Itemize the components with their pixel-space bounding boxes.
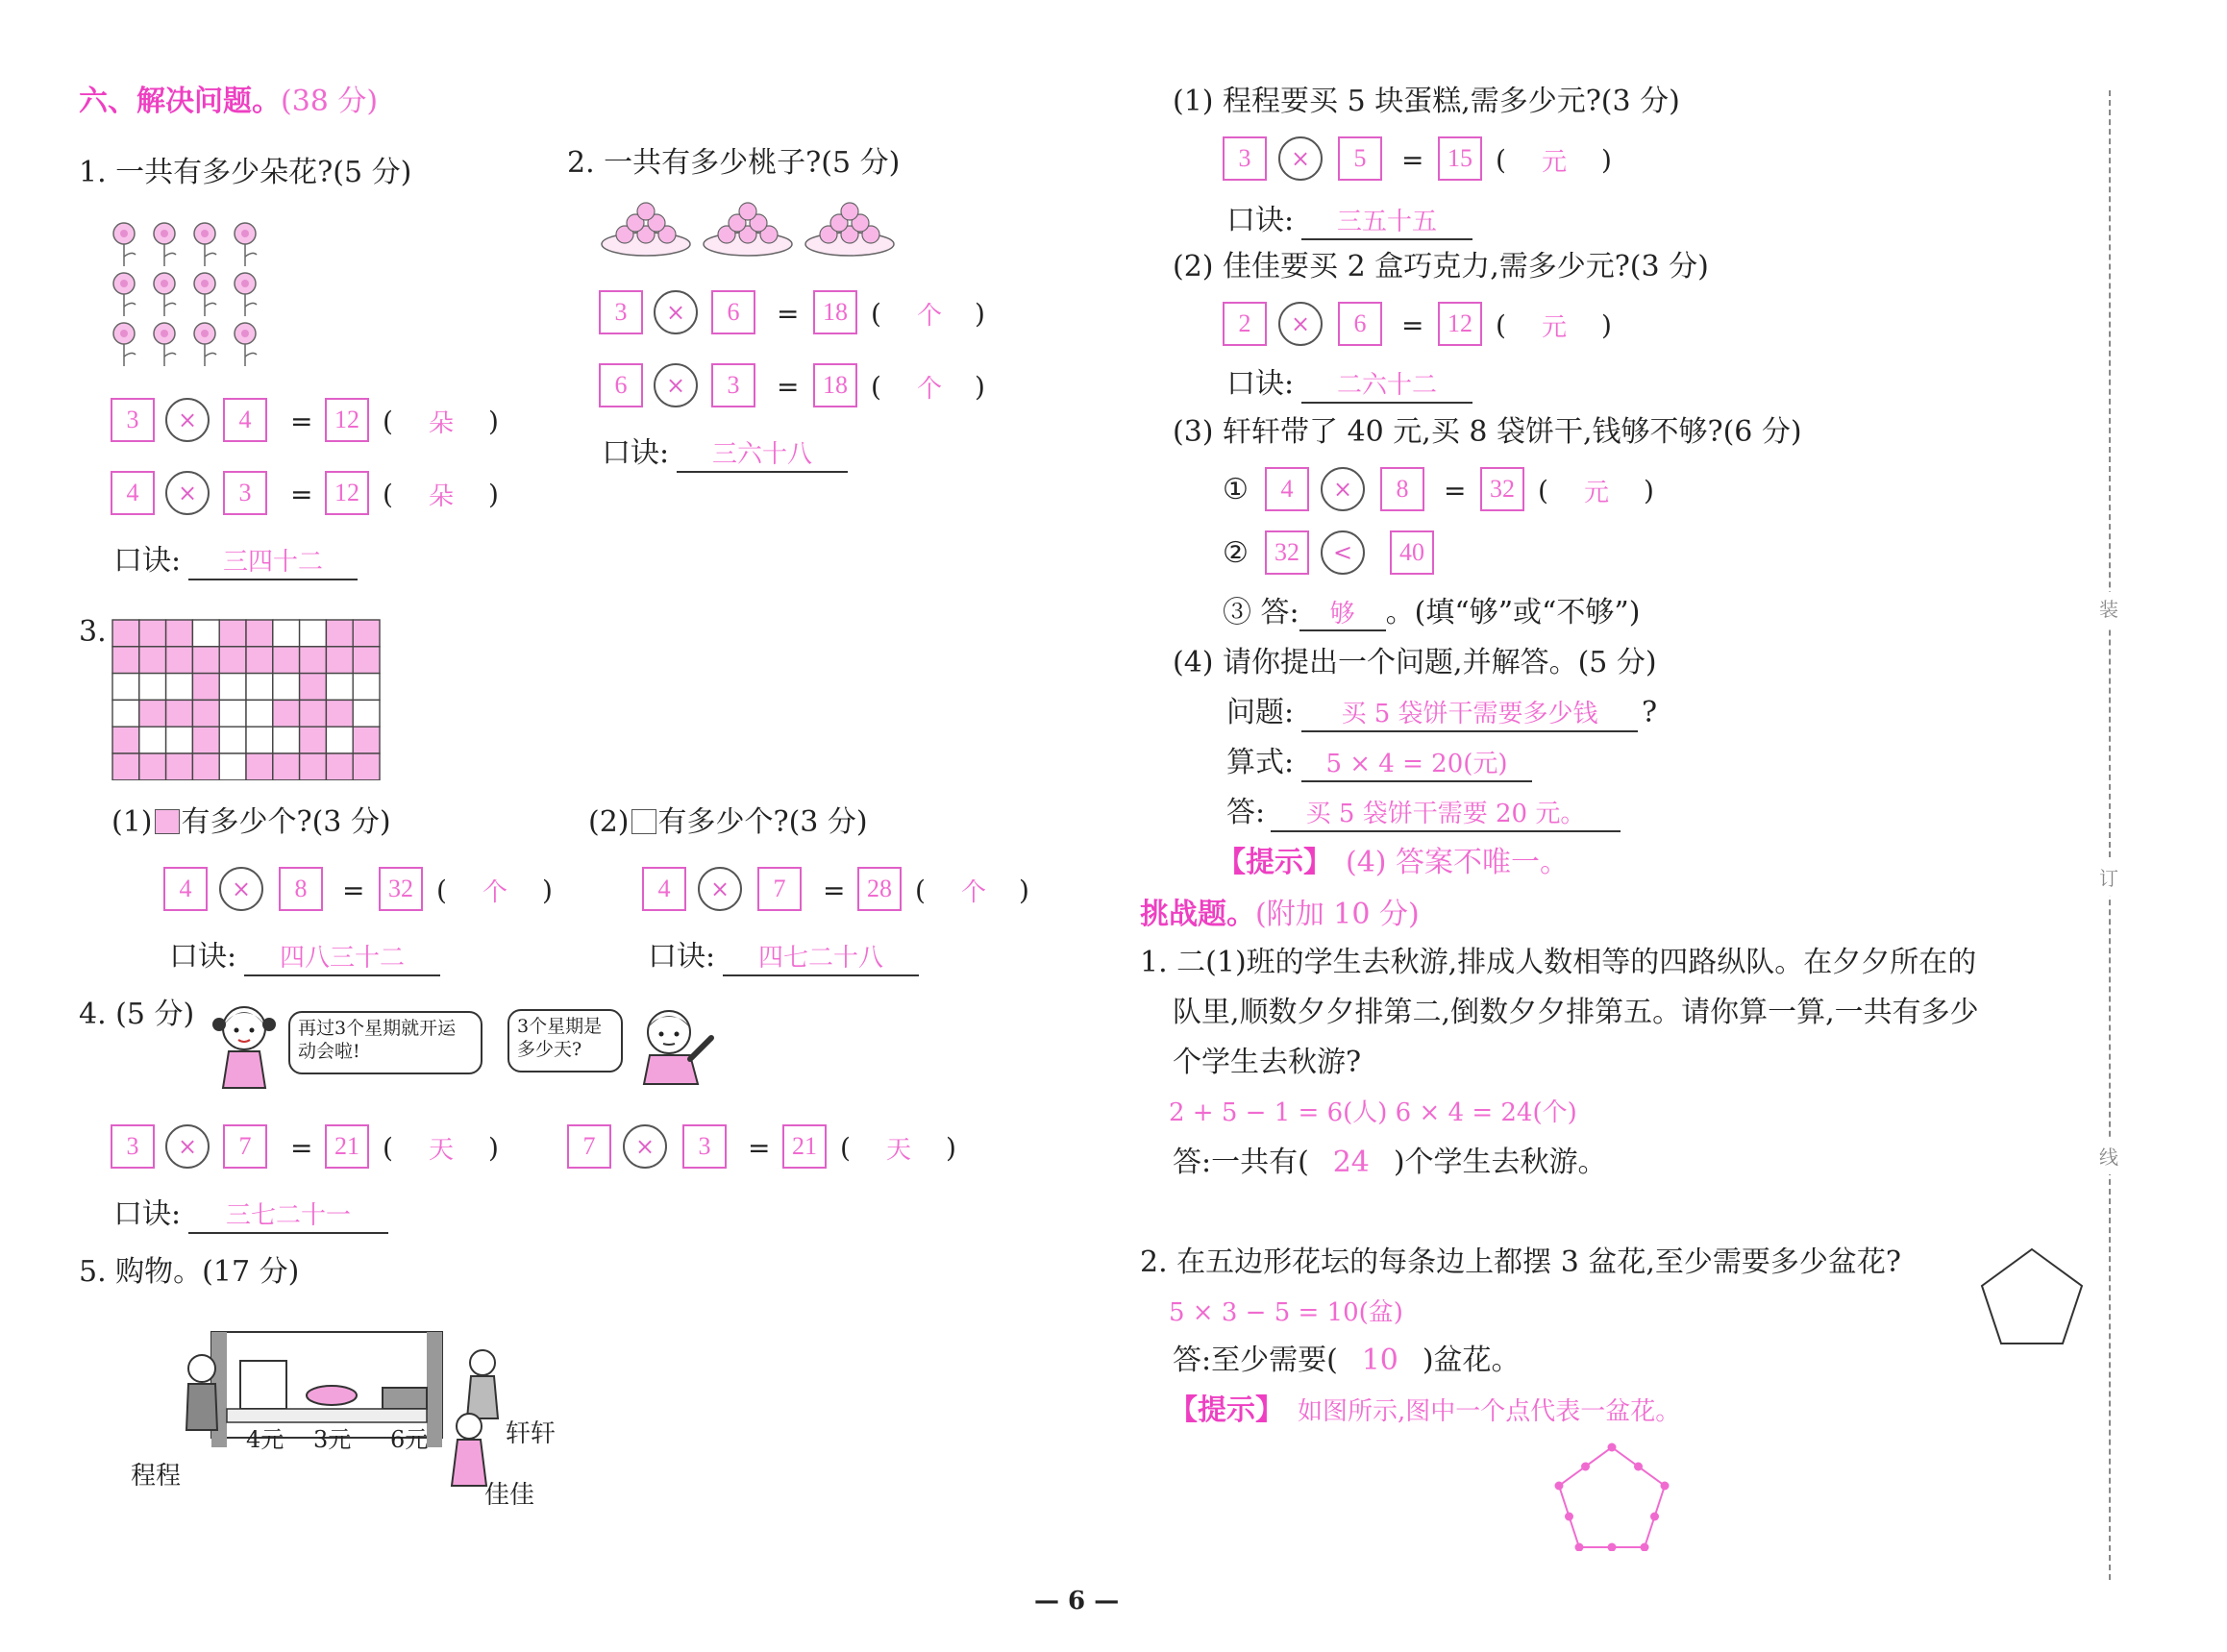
price-tag: 4元 bbox=[246, 1426, 285, 1453]
flower-dot bbox=[1565, 1513, 1573, 1521]
flower-icon bbox=[154, 323, 176, 366]
boy-illustration bbox=[631, 999, 721, 1086]
pink-grid-cell bbox=[300, 674, 327, 701]
pink-grid-cell bbox=[326, 620, 353, 647]
pink-grid-cell bbox=[273, 700, 300, 727]
formula-label: 算式: bbox=[1226, 746, 1295, 779]
flower-icon bbox=[235, 223, 257, 266]
white-grid-cell bbox=[326, 727, 353, 753]
pink-grid-cell bbox=[300, 753, 327, 780]
c2-line1: 2. 在五边形花坛的每条边上都摆 3 盆花,至少需要多少盆花? bbox=[1140, 1245, 1901, 1279]
unit-answer[interactable]: 个 bbox=[917, 302, 943, 331]
unit-answer[interactable]: 个 bbox=[917, 375, 943, 404]
pink-grid-cell bbox=[353, 620, 380, 647]
result-box[interactable]: 12 bbox=[1438, 302, 1482, 346]
c1-line2: 队里,顺数夕夕排第二,倒数夕夕排第五。请你算一算,一共有多少 bbox=[1173, 996, 1979, 1029]
koujue-answer[interactable]: 三四十二 bbox=[188, 546, 358, 580]
white-grid-cell bbox=[166, 674, 193, 701]
enough-answer[interactable]: 够 bbox=[1299, 599, 1386, 631]
factor-box[interactable]: 3 bbox=[111, 398, 155, 442]
koujue-label: 口诀: bbox=[113, 1197, 182, 1231]
result-box[interactable]: 15 bbox=[1438, 136, 1482, 181]
operator-circle[interactable]: × bbox=[698, 867, 742, 911]
pentagon-outline bbox=[1978, 1245, 2086, 1347]
flower-icon bbox=[113, 223, 136, 266]
binding-char: 装 bbox=[2099, 592, 2118, 627]
white-grid-cell bbox=[166, 727, 193, 753]
white-grid-cell bbox=[219, 674, 246, 701]
pink-grid-cell bbox=[166, 620, 193, 647]
koujue-answer[interactable]: 四八三十二 bbox=[244, 942, 440, 976]
result-box[interactable]: 18 bbox=[813, 363, 857, 407]
koujue-answer[interactable]: 三七二十一 bbox=[188, 1199, 388, 1234]
flower-dot bbox=[1608, 1443, 1617, 1452]
flower-icon bbox=[235, 273, 257, 316]
pink-grid-cell bbox=[246, 647, 273, 674]
result-box[interactable]: 32 bbox=[1480, 467, 1524, 511]
white-grid-cell bbox=[219, 753, 246, 780]
c2-answer: 答:至少需要( 10 )盆花。 bbox=[1173, 1344, 1521, 1377]
factor-box[interactable]: 5 bbox=[1338, 136, 1382, 181]
white-grid-cell bbox=[353, 700, 380, 727]
pink-grid-cell bbox=[326, 700, 353, 727]
formula-answer[interactable]: 5 × 4 = 20(元) bbox=[1301, 748, 1532, 782]
q3-sub1-prompt: (1) 有多少个?(3 分) bbox=[111, 805, 391, 839]
factor-box[interactable]: 4 bbox=[1265, 467, 1309, 511]
paren-close: ) bbox=[488, 406, 499, 437]
pentagon-dots-diagram bbox=[1551, 1442, 1672, 1551]
koujue-answer[interactable]: 三六十八 bbox=[677, 438, 848, 473]
white-grid-cell bbox=[112, 674, 139, 701]
white-grid-cell bbox=[273, 727, 300, 753]
paren-open: ( bbox=[436, 875, 447, 906]
equals-sign: = bbox=[1444, 475, 1467, 506]
flower-icon bbox=[194, 223, 216, 266]
flower-icon bbox=[194, 273, 216, 316]
koujue-label: 口诀: bbox=[113, 544, 182, 578]
paren-open: ( bbox=[840, 1132, 851, 1164]
pink-grid-cell bbox=[112, 753, 139, 780]
answer-label: 答: bbox=[1226, 796, 1266, 829]
flower-icon bbox=[235, 323, 257, 366]
challenge-title: 挑战题。(附加 10 分) bbox=[1140, 898, 1420, 931]
factor-box[interactable]: 3 bbox=[599, 290, 643, 334]
pink-grid-cell bbox=[139, 647, 166, 674]
pink-grid-cell bbox=[353, 647, 380, 674]
c1-line3: 个学生去秋游? bbox=[1173, 1046, 1362, 1079]
factor-box[interactable]: 3 bbox=[711, 363, 755, 407]
pink-grid-cell bbox=[112, 647, 139, 674]
operator-circle[interactable]: × bbox=[654, 290, 698, 334]
factor-box[interactable]: 3 bbox=[682, 1124, 727, 1169]
question-label: 问题: bbox=[1226, 696, 1295, 729]
pink-grid-cell bbox=[192, 727, 219, 753]
equals-sign: = bbox=[1401, 144, 1424, 176]
section-title: 六、解决问题。(38 分) bbox=[79, 85, 379, 118]
result-box[interactable]: 21 bbox=[325, 1124, 369, 1169]
pink-grid-cell bbox=[139, 620, 166, 647]
answer-text[interactable]: 买 5 袋饼干需要 20 元。 bbox=[1271, 798, 1621, 832]
operator-circle[interactable]: × bbox=[219, 867, 263, 911]
paren-close: ) bbox=[1601, 144, 1612, 176]
pink-grid-cell bbox=[166, 753, 193, 780]
koujue-answer[interactable]: 三五十五 bbox=[1301, 206, 1472, 240]
page-number: — 6 — bbox=[1034, 1587, 1120, 1615]
koujue-label: 口诀: bbox=[602, 436, 670, 470]
equals-sign: = bbox=[748, 1132, 771, 1164]
c1-work[interactable]: 2 + 5 − 1 = 6(人) 6 × 4 = 24(个) bbox=[1169, 1098, 1577, 1127]
factor-box[interactable]: 3 bbox=[223, 471, 267, 515]
c2-answer-value[interactable]: 10 bbox=[1361, 1344, 1398, 1377]
hint-line: 【提示】 (4) 答案不唯一。 bbox=[1217, 846, 1570, 879]
white-grid-cell bbox=[300, 620, 327, 647]
paren-open: ( bbox=[871, 371, 881, 403]
name-label-xuanxuan: 轩轩 bbox=[506, 1419, 557, 1448]
factor-box[interactable]: 6 bbox=[711, 290, 755, 334]
c1-answer: 答:一共有( 24 )个学生去秋游。 bbox=[1173, 1146, 1607, 1179]
unit-answer[interactable]: 朵 bbox=[429, 482, 455, 511]
unit-answer[interactable]: 元 bbox=[1542, 313, 1568, 342]
operator-circle[interactable]: × bbox=[165, 1124, 210, 1169]
q5-p3-answer: ③ 答: 够 。(填“够”或“不够”) bbox=[1223, 596, 1641, 629]
q4-prompt: 4. (5 分) bbox=[79, 998, 195, 1031]
factor-box[interactable]: 8 bbox=[1380, 467, 1424, 511]
unit-answer[interactable]: 朵 bbox=[429, 409, 455, 438]
flower-dot bbox=[1641, 1543, 1649, 1552]
white-grid-cell bbox=[219, 727, 246, 753]
equals-sign: = bbox=[290, 479, 313, 510]
white-grid-cell bbox=[219, 700, 246, 727]
q5-p1-prompt: (1) 程程要买 5 块蛋糕,需多少元?(3 分) bbox=[1173, 85, 1680, 118]
pink-square-icon bbox=[155, 809, 180, 834]
koujue-answer[interactable]: 二六十二 bbox=[1301, 369, 1472, 404]
pink-grid-cell bbox=[300, 727, 327, 753]
price-tag: 3元 bbox=[313, 1426, 352, 1453]
result-box[interactable]: 21 bbox=[782, 1124, 827, 1169]
paren-open: ( bbox=[1538, 475, 1548, 506]
white-grid-cell bbox=[353, 674, 380, 701]
pink-grid-cell bbox=[300, 700, 327, 727]
q3-sub2-prompt: (2) 有多少个?(3 分) bbox=[588, 805, 868, 839]
unit-answer[interactable]: 个 bbox=[483, 878, 508, 907]
factor-box[interactable]: 3 bbox=[111, 1124, 155, 1169]
factor-box[interactable]: 4 bbox=[111, 471, 155, 515]
white-grid-cell bbox=[139, 674, 166, 701]
koujue-label: 口诀: bbox=[648, 940, 716, 974]
q1-prompt: 1. 一共有多少朵花?(5 分) bbox=[79, 156, 412, 189]
c1-answer-value[interactable]: 24 bbox=[1332, 1146, 1370, 1179]
question-answer[interactable]: 买 5 袋饼干需要多少钱 bbox=[1301, 698, 1638, 732]
flower-dot bbox=[1555, 1482, 1564, 1491]
paren-close: ) bbox=[488, 1132, 499, 1164]
factor-box[interactable]: 7 bbox=[757, 867, 802, 911]
flower-dot bbox=[1575, 1543, 1584, 1552]
flower-dot bbox=[1581, 1463, 1590, 1471]
c2-hint: 【提示】 如图所示,图中一个点代表一盆花。 bbox=[1169, 1393, 1681, 1427]
pink-grid-cell bbox=[112, 620, 139, 647]
paren-close: ) bbox=[1601, 309, 1612, 341]
pink-grid-cell bbox=[192, 700, 219, 727]
white-grid-cell bbox=[246, 727, 273, 753]
girl-illustration bbox=[208, 999, 283, 1092]
pink-grid-cell bbox=[192, 753, 219, 780]
operator-circle[interactable]: × bbox=[165, 471, 210, 515]
factor-box[interactable]: 2 bbox=[1223, 302, 1267, 346]
operator-circle[interactable]: × bbox=[165, 398, 210, 442]
white-grid-cell bbox=[139, 727, 166, 753]
paren-close: ) bbox=[542, 875, 553, 906]
pink-grid-cell bbox=[139, 753, 166, 780]
unit-answer[interactable]: 天 bbox=[886, 1136, 912, 1165]
pink-grid-cell bbox=[246, 753, 273, 780]
operator-circle[interactable]: × bbox=[654, 363, 698, 407]
factor-box[interactable]: 7 bbox=[567, 1124, 611, 1169]
compare-box[interactable]: 40 bbox=[1390, 530, 1434, 575]
factor-box[interactable]: 4 bbox=[642, 867, 686, 911]
pink-grid-cell bbox=[273, 647, 300, 674]
equals-sign: = bbox=[290, 406, 313, 437]
q5-prompt: 5. 购物。(17 分) bbox=[79, 1255, 300, 1289]
compare-box[interactable]: 32 bbox=[1265, 530, 1309, 575]
equals-sign: = bbox=[823, 875, 846, 906]
operator-circle[interactable]: × bbox=[1321, 467, 1365, 511]
pink-grid-cell bbox=[273, 753, 300, 780]
white-grid-cell bbox=[326, 674, 353, 701]
paren-open: ( bbox=[383, 479, 393, 510]
pink-grid-cell bbox=[166, 647, 193, 674]
result-box[interactable]: 18 bbox=[813, 290, 857, 334]
binding-char: 订 bbox=[2099, 861, 2118, 896]
flowers-illustration bbox=[111, 216, 274, 370]
pink-grid-cell bbox=[219, 647, 246, 674]
factor-box[interactable]: 4 bbox=[163, 867, 208, 911]
factor-box[interactable]: 3 bbox=[1223, 136, 1267, 181]
white-grid-cell bbox=[246, 674, 273, 701]
peach-plate-icon bbox=[602, 203, 690, 256]
square-grid bbox=[111, 619, 383, 780]
operator-circle[interactable]: × bbox=[1278, 302, 1323, 346]
peach-plates-illustration bbox=[598, 200, 905, 259]
unit-answer[interactable]: 元 bbox=[1584, 479, 1610, 507]
result-box[interactable]: 12 bbox=[325, 398, 369, 442]
flower-icon bbox=[113, 273, 136, 316]
paren-close: ) bbox=[975, 371, 985, 403]
shop-illustration bbox=[125, 1313, 577, 1505]
pink-grid-cell bbox=[326, 753, 353, 780]
paren-open: ( bbox=[383, 406, 393, 437]
pink-grid-cell bbox=[139, 700, 166, 727]
factor-box[interactable]: 8 bbox=[279, 867, 323, 911]
white-grid-cell bbox=[192, 620, 219, 647]
c1-line1: 1. 二(1)班的学生去秋游,排成人数相等的四路纵队。在夕夕所在的 bbox=[1140, 946, 1977, 979]
unit-answer[interactable]: 元 bbox=[1542, 148, 1568, 177]
factor-box[interactable]: 6 bbox=[599, 363, 643, 407]
step-marker: ② bbox=[1223, 536, 1249, 570]
factor-box[interactable]: 4 bbox=[223, 398, 267, 442]
pink-grid-cell bbox=[166, 700, 193, 727]
paren-open: ( bbox=[1496, 144, 1506, 176]
pink-grid-cell bbox=[219, 620, 246, 647]
paren-close: ) bbox=[946, 1132, 956, 1164]
operator-circle[interactable]: × bbox=[1278, 136, 1323, 181]
flower-icon bbox=[113, 323, 136, 366]
pink-grid-cell bbox=[192, 647, 219, 674]
flower-icon bbox=[154, 273, 176, 316]
equals-sign: = bbox=[290, 1132, 313, 1164]
paren-close: ) bbox=[1019, 875, 1029, 906]
name-label-chengcheng: 程程 bbox=[131, 1462, 182, 1491]
c2-work[interactable]: 5 × 3 − 5 = 10(盆) bbox=[1169, 1298, 1403, 1327]
paren-open: ( bbox=[871, 298, 881, 330]
koujue-answer[interactable]: 四七二十八 bbox=[723, 942, 919, 976]
white-grid-cell bbox=[112, 700, 139, 727]
flower-dot bbox=[1634, 1463, 1643, 1471]
pink-grid-cell bbox=[353, 753, 380, 780]
result-box[interactable]: 28 bbox=[857, 867, 902, 911]
binding-char: 线 bbox=[2099, 1140, 2118, 1174]
equals-sign: = bbox=[342, 875, 365, 906]
result-box[interactable]: 32 bbox=[379, 867, 423, 911]
step-marker: ① bbox=[1223, 473, 1249, 506]
equals-sign: = bbox=[777, 298, 800, 330]
flower-dot bbox=[1608, 1543, 1617, 1552]
peach-plate-icon bbox=[805, 203, 894, 256]
price-tag: 6元 bbox=[390, 1426, 429, 1453]
paren-open: ( bbox=[915, 875, 926, 906]
flower-dot bbox=[1661, 1482, 1670, 1491]
pink-grid-cell bbox=[112, 727, 139, 753]
q2-prompt: 2. 一共有多少桃子?(5 分) bbox=[567, 146, 901, 180]
equals-sign: = bbox=[777, 371, 800, 403]
paren-close: ) bbox=[975, 298, 985, 330]
pink-grid-cell bbox=[326, 647, 353, 674]
koujue-label: 口诀: bbox=[1226, 367, 1295, 401]
koujue-label: 口诀: bbox=[1226, 204, 1295, 237]
paren-close: ) bbox=[488, 479, 499, 510]
flower-icon bbox=[154, 223, 176, 266]
question-mark: ? bbox=[1642, 696, 1658, 729]
paren-close: ) bbox=[1644, 475, 1654, 506]
factor-box[interactable]: 7 bbox=[223, 1124, 267, 1169]
q5-p2-prompt: (2) 佳佳要买 2 盒巧克力,需多少元?(3 分) bbox=[1173, 250, 1709, 284]
peach-plate-icon bbox=[704, 203, 792, 256]
result-box[interactable]: 12 bbox=[325, 471, 369, 515]
flower-dot bbox=[1650, 1513, 1659, 1521]
unit-answer[interactable]: 个 bbox=[961, 878, 987, 907]
koujue-label: 口诀: bbox=[169, 940, 237, 974]
girl-speech-bubble: 再过3个星期就开运动会啦! bbox=[288, 1011, 483, 1074]
q3-number: 3. bbox=[79, 615, 107, 649]
paren-open: ( bbox=[1496, 309, 1506, 341]
compare-circle[interactable]: < bbox=[1321, 530, 1365, 575]
pink-grid-cell bbox=[192, 674, 219, 701]
equals-sign: = bbox=[1401, 309, 1424, 341]
pink-grid-cell bbox=[246, 620, 273, 647]
pink-grid-cell bbox=[300, 647, 327, 674]
pink-grid-cell bbox=[353, 727, 380, 753]
white-square-icon bbox=[631, 809, 656, 834]
binding-line bbox=[2109, 90, 2111, 1580]
white-grid-cell bbox=[246, 700, 273, 727]
q5-p4-prompt: (4) 请你提出一个问题,并解答。(5 分) bbox=[1173, 646, 1657, 679]
q5-p3-prompt: (3) 轩轩带了 40 元,买 8 袋饼干,钱够不够?(6 分) bbox=[1173, 415, 1802, 449]
name-label-jiajia: 佳佳 bbox=[484, 1481, 535, 1510]
flower-icon bbox=[194, 323, 216, 366]
factor-box[interactable]: 6 bbox=[1338, 302, 1382, 346]
white-grid-cell bbox=[273, 674, 300, 701]
unit-answer[interactable]: 天 bbox=[429, 1136, 455, 1165]
operator-circle[interactable]: × bbox=[623, 1124, 667, 1169]
paren-open: ( bbox=[383, 1132, 393, 1164]
white-grid-cell bbox=[273, 620, 300, 647]
boy-speech-bubble: 3个星期是多少天? bbox=[507, 1009, 623, 1073]
